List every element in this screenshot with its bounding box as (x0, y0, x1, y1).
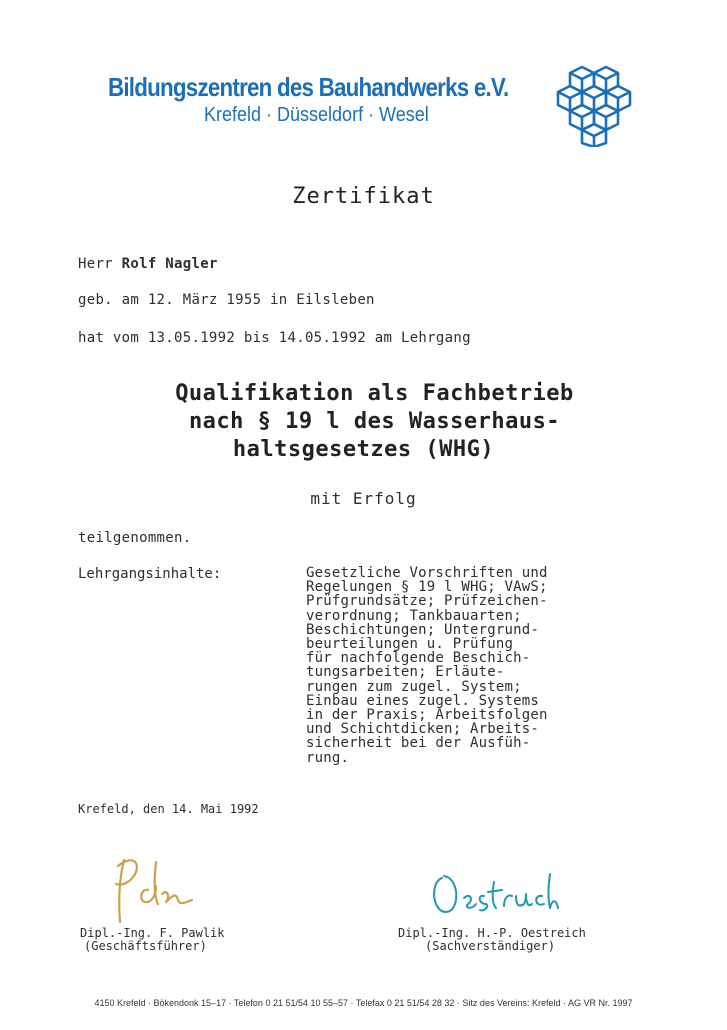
recipient-line (78, 256, 218, 272)
certificate-title: Zertifikat (292, 184, 435, 209)
course-contents-line: sicherheit bei der Ausfüh- (306, 735, 531, 752)
course-contents-line: für nachfolgende Beschich- (306, 650, 531, 667)
course-contents-line: Gesetzliche Vorschriften und (306, 565, 548, 581)
course-contents-line: Regelungen § 19 l WHG; VAwS; (306, 579, 548, 596)
course-contents-line: rungen zum zugel. System; (306, 678, 522, 695)
birth-line: geb. am 12. März 1955 in Eilsleben (78, 292, 375, 308)
place-date: Krefeld, den 14. Mai 1992 (78, 802, 259, 816)
course-contents-label: Lehrgangsinhalte: (78, 566, 222, 582)
course-contents-list (306, 566, 676, 765)
salutation: Herr (78, 256, 113, 272)
course-contents-line: Beschichtungen; Untergrund- (306, 621, 539, 638)
participated-text: teilgenommen. (78, 530, 192, 546)
course-contents-line: Einbau eines zugel. Systems (306, 692, 539, 709)
hexagon-cubes-logo-icon (552, 63, 636, 147)
signature-pawlik-icon (96, 852, 216, 928)
signer-left-name: Dipl.-Ing. F. Pawlik (80, 926, 225, 940)
course-contents-line: rung. (306, 749, 350, 766)
result-text: mit Erfolg (310, 489, 417, 508)
course-contents-line: tungsarbeiten; Erläute- (306, 664, 505, 681)
course-title (0, 380, 727, 464)
signer-left-role: (Geschäftsführer) (84, 939, 207, 953)
period-line: hat vom 13.05.1992 bis 14.05.1992 am Lehrgang (78, 330, 471, 346)
course-contents-line: Prüfgrundsätze; Prüfzeichen- (306, 593, 548, 610)
recipient-name: Rolf Nagler (121, 256, 218, 272)
course-contents-line: und Schichtdicken; Arbeits- (306, 721, 539, 738)
signature-oestreich-icon (428, 864, 560, 924)
footer-address: 4150 Krefeld · Bökendonk 15–17 · Telefon 0 21 51/54 10 55–57 · Telefax 0 21 51/54 28 32 · Sitz des Vereins: Krefeld · AG VR Nr. 1997 (94, 998, 633, 1008)
organization-cities: Krefeld · Düsseldorf · Wesel (204, 104, 429, 126)
organization-name: Bildungszentren des Bauhandwerks e.V. (108, 72, 509, 102)
course-contents-line: in der Praxis; Arbeitsfolgen (306, 707, 548, 724)
signer-right-role: (Sachverständiger) (425, 939, 556, 953)
course-contents-line: beurteilungen u. Prüfung (306, 636, 514, 653)
course-title-line: Qualifikation als Fachbetrieb (175, 381, 574, 406)
course-title-line: haltsgesetzes (WHG) (232, 437, 495, 462)
course-contents-line: verordnung; Tankbauarten; (306, 607, 522, 624)
course-title-line: nach § 19 l des Wasserhaus- (188, 409, 561, 434)
signer-right-name: Dipl.-Ing. H.-P. Oestreich (398, 926, 586, 940)
